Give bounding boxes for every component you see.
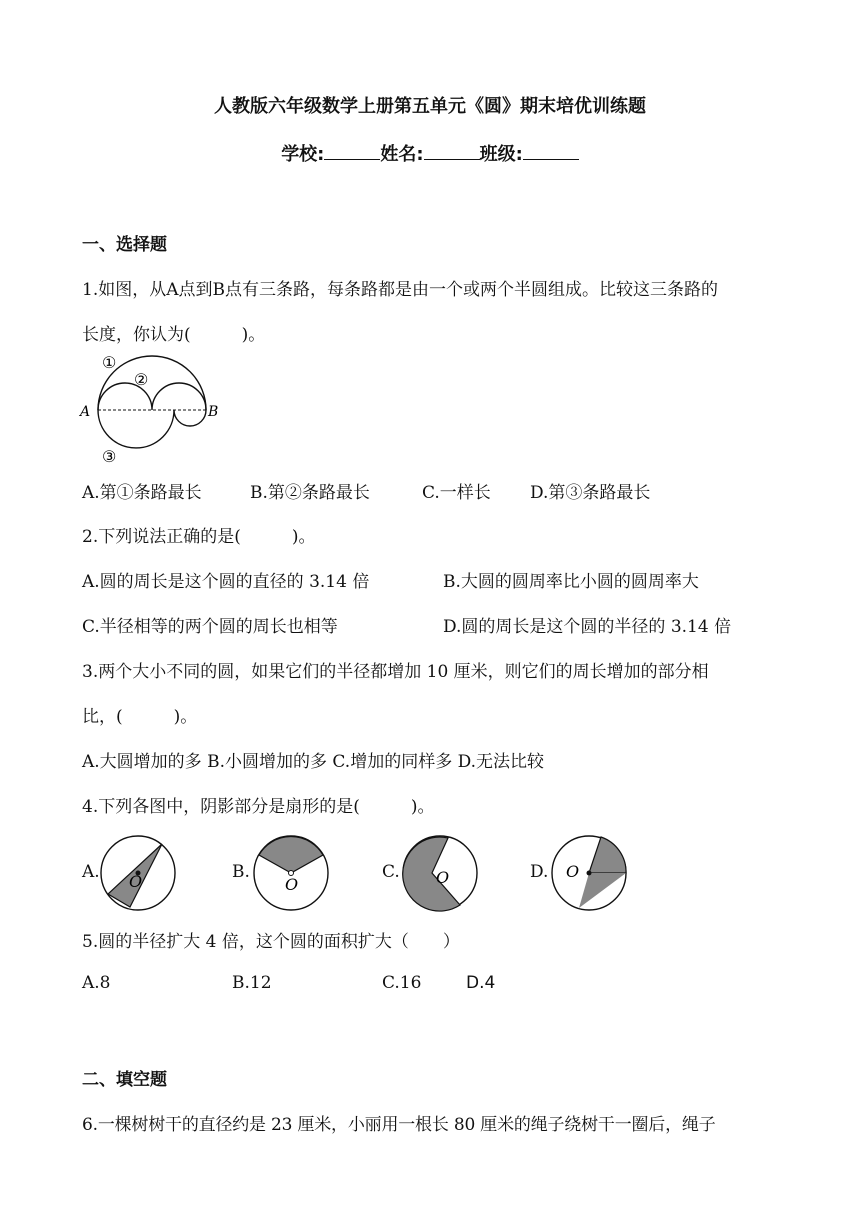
name-blank[interactable] (424, 143, 480, 160)
q2-text-line1: 2.下列说法正确的是( )。 (82, 527, 316, 547)
q5-text-line1: 5.圆的半径扩大 4 倍，这个圆的面积扩大（ ） (82, 932, 460, 952)
q3-options[interactable]: A.大圆增加的多 B.小圆增加的多 C.增加的同样多 D.无法比较 (82, 752, 545, 772)
section-heading-choice: 一、选择题 (82, 235, 167, 255)
q2-option-a[interactable]: A.圆的周长是这个圆的直径的 3.14 倍 (82, 572, 370, 592)
q1-text-line1: 1.如图，从A点到B点有三条路，每条路都是由一个或两个半圆组成。比较这三条路的 (82, 280, 718, 300)
school-blank[interactable] (324, 143, 380, 160)
point-b-label: B (208, 404, 219, 420)
q1-text-line2: 长度，你认为( )。 (82, 325, 266, 345)
class-blank[interactable] (523, 143, 579, 160)
path3-arcs (98, 410, 206, 448)
q4-figure-c[interactable] (400, 833, 480, 913)
q1-option-a[interactable]: A.第①条路最长 (82, 483, 202, 503)
q5-option-a[interactable]: A.8 (82, 973, 111, 993)
path2-label: ② (134, 370, 149, 389)
q4-figure-b[interactable] (251, 833, 331, 913)
q5-option-b[interactable]: B.12 (232, 973, 272, 993)
q5-option-c[interactable]: C.16 (382, 973, 422, 993)
q1-option-c[interactable]: C.一样长 (422, 483, 491, 503)
q1-semicircle-paths-figure (78, 350, 228, 468)
q3-text-line1: 3.两个大小不同的圆，如果它们的半径都增加 10 厘米，则它们的周长增加的部分相 (82, 662, 709, 682)
q4-option-d-label[interactable]: D. (530, 862, 549, 882)
section-heading-fill: 二、填空题 (82, 1070, 167, 1090)
q1-option-d[interactable]: D.第③条路最长 (530, 483, 651, 503)
center-label: O (436, 868, 450, 887)
q4-figure-a[interactable] (98, 833, 178, 913)
q4-option-b-label[interactable]: B. (232, 862, 250, 882)
center-label: O (129, 872, 143, 891)
q2-option-c[interactable]: C.半径相等的两个圆的周长也相等 (82, 617, 338, 637)
q2-option-b[interactable]: B.大圆的圆周率比小圆的圆周率大 (443, 572, 699, 592)
path1-label: ① (102, 353, 117, 372)
class-label: 班级: (479, 144, 523, 165)
q4-text-line1: 4.下列各图中，阴影部分是扇形的是( )。 (82, 797, 435, 817)
path2-arcs (98, 383, 206, 410)
student-info-line (0, 140, 860, 166)
path3-label: ③ (102, 447, 117, 466)
name-label: 姓名: (380, 144, 424, 165)
q4-figure-d[interactable] (549, 833, 629, 913)
school-label: 学校: (281, 144, 325, 165)
point-a-label: A (80, 404, 91, 420)
q4-option-c-label[interactable]: C. (382, 862, 400, 882)
center-label: O (285, 875, 299, 894)
center-label: O (566, 862, 580, 881)
q3-text-line2: 比，( )。 (82, 707, 198, 727)
page-title: 人教版六年级数学上册第五单元《圆》期末培优训练题 (214, 96, 646, 117)
q1-option-b[interactable]: B.第②条路最长 (250, 483, 370, 503)
q2-option-d[interactable]: D.圆的周长是这个圆的半径的 3.14 倍 (443, 617, 732, 637)
q5-option-d[interactable]: D.4 (466, 973, 496, 993)
q6-text-line1: 6.一棵树树干的直径约是 23 厘米，小丽用一根长 80 厘米的绳子绕树干一圈后，绳子 (82, 1115, 716, 1135)
q4-option-a-label[interactable]: A. (82, 862, 100, 882)
